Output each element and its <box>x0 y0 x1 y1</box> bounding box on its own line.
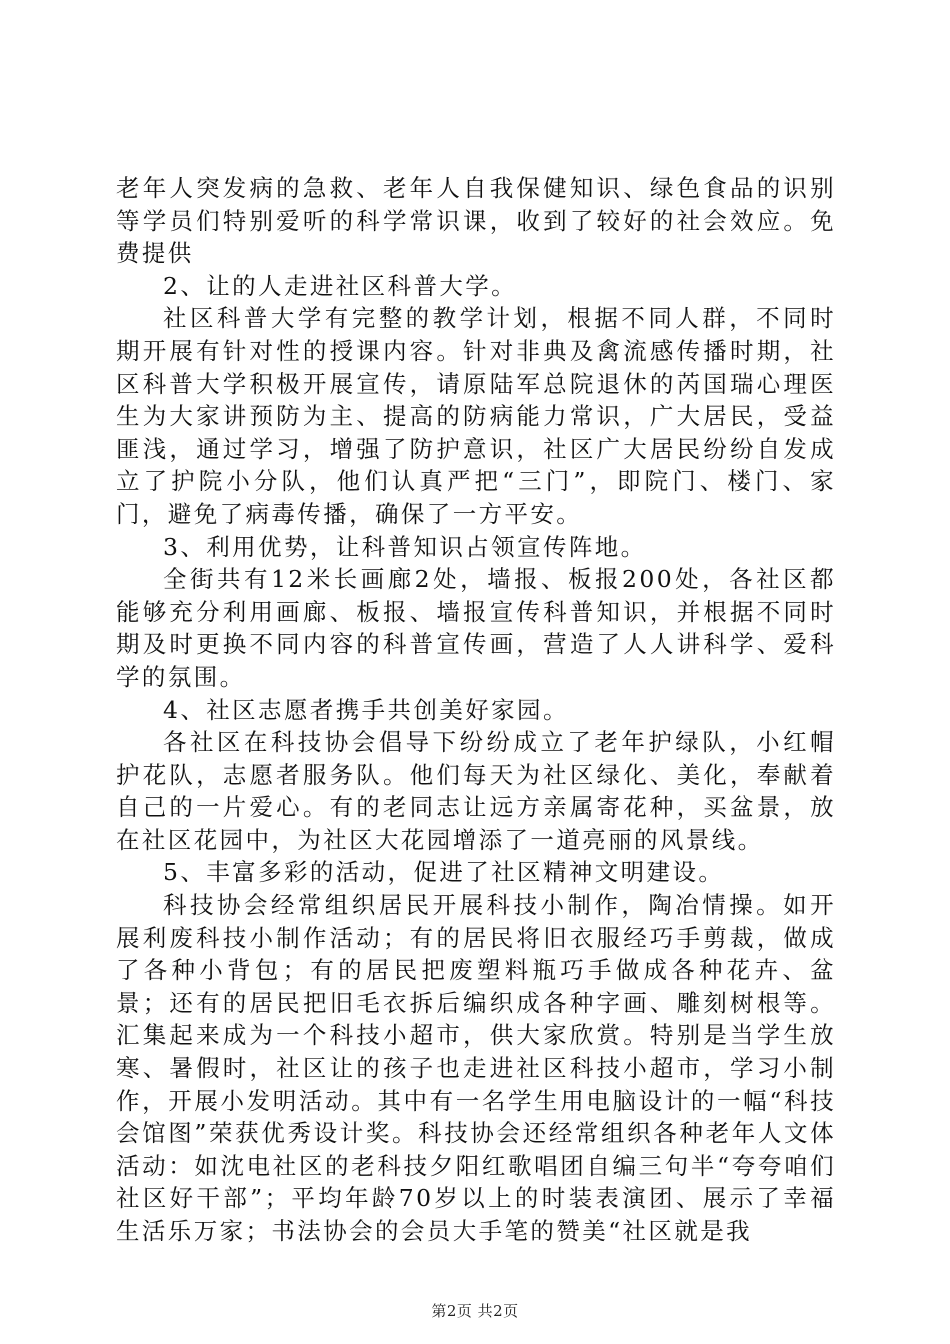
section-heading-4: 4、社区志愿者携手共创美好家园。 <box>163 695 569 724</box>
section-heading-5: 5、丰富多彩的活动，促进了社区精神文明建设。 <box>163 858 725 887</box>
paragraph-publicity: 全街共有12米长画廊2处，墙报、板报200处，各社区都能够充分利用画廊、板报、墙报宣传科普知识，并根据不同时期及时更换不同内容的科普宣传画，营造了人人讲科学、爱科学的氛围。 <box>116 565 836 691</box>
paragraph-continuation: 老年人突发病的急救、老年人自我保健知识、绿色食品的识别等学员们特别爱听的科学常识课，收到了较好的社会效应。免费提供 <box>116 174 836 268</box>
section-heading-3: 3、利用优势，让科普知识占领宣传阵地。 <box>163 532 647 561</box>
document-body <box>116 172 836 1248</box>
page-number-footer: 第2页 共2页 <box>431 1302 519 1320</box>
paragraph-science-university: 社区科普大学有完整的教学计划，根据不同人群，不同时期开展有针对性的授课内容。针对非典及禽流感传播时期，社区科普大学积极开展宣传，请原陆军总院退休的芮国瑞心理医生为大家讲预防为主、提高的防病能力常识，广大居民，受益匪浅，通过学习，增强了防护意识，社区广大居民纷纷自发成立了护院小分队，他们认真严把“三门”，即院门、楼门、家门，避免了病毒传播，确保了一方平安。 <box>116 304 836 528</box>
section-heading-2: 2、让的人走进社区科普大学。 <box>163 271 518 300</box>
paragraph-activities: 科技协会经常组织居民开展科技小制作，陶冶情操。如开展利废科技小制作活动；有的居民将旧衣服经巧手剪裁，做成了各种小背包；有的居民把废塑料瓶巧手做成各种花卉、盆景；还有的居民把旧毛衣拆后编织成各种字画、雕刻树根等。汇集起来成为一个科技小超市，供大家欣赏。特别是当学生放寒、暑假时，社区让的孩子也走进社区科技小超市，学习小制作，开展小发明活动。其中有一名学生用电脑设计的一幅“科技会馆图”荣获优秀设计奖。科技协会还经常组织各种老年人文体活动：如沈电社区的老科技夕阳红歌唱团自编三句半“夸夸咱们社区好干部”；平均年龄70岁以上的时装表演团、展示了幸福生活乐万家；书法协会的会员大手笔的赞美“社区就是我 <box>116 891 836 1245</box>
paragraph-volunteers: 各社区在科技协会倡导下纷纷成立了老年护绿队，小红帽护花队，志愿者服务队。他们每天为社区绿化、美化，奉献着自己的一片爱心。有的老同志让远方亲属寄花种，买盆景，放在社区花园中，为社区大花园增添了一道亮丽的风景线。 <box>116 728 836 854</box>
